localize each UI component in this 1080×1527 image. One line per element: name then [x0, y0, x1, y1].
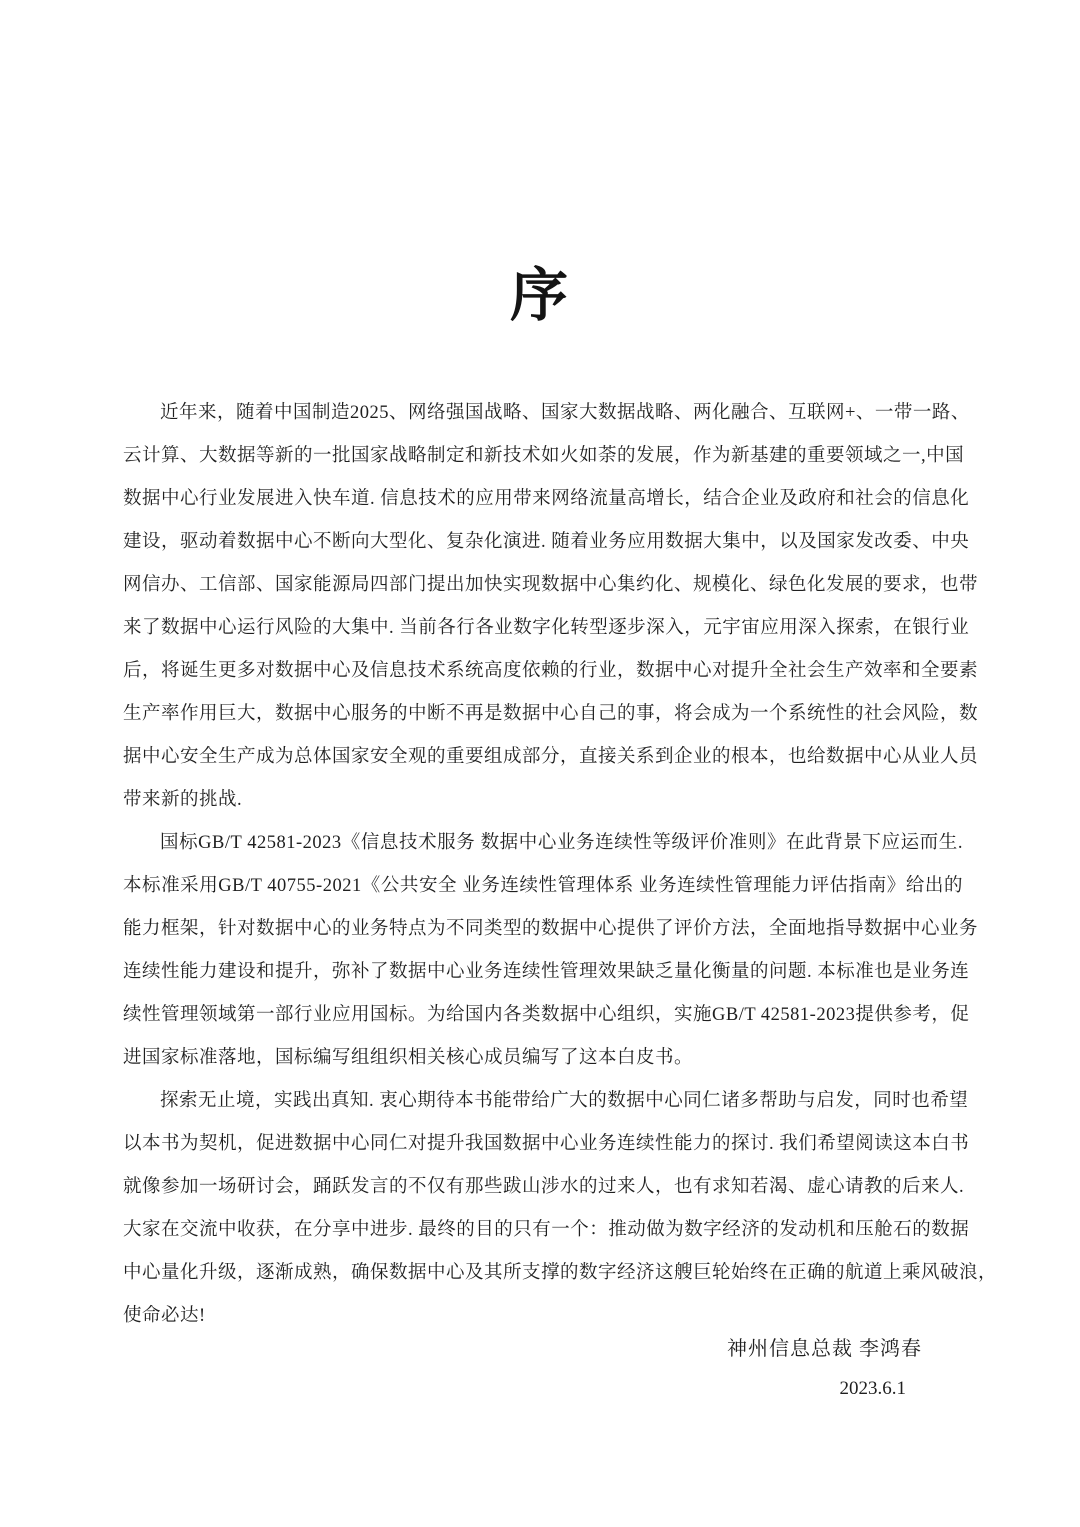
- text-line: 带来新的挑战.: [123, 790, 243, 810]
- text-line: 以本书为契机，促进数据中心同仁对提升我国数据中心业务连续性能力的探讨. 我们希望阅读这本白书: [123, 1134, 970, 1154]
- text-line: 续性管理领域第一部行业应用国标。为给国内各类数据中心组织，实施GB/T 42581-2023提供参考，促: [123, 1005, 970, 1025]
- text-line: 进国家标准落地，国标编写组组织相关核心成员编写了这本白皮书。: [123, 1048, 694, 1068]
- text-line: 据中心安全生产成为总体国家安全观的重要组成部分，直接关系到企业的根本，也给数据中心从业人员: [123, 747, 979, 767]
- paragraph-1: [123, 392, 979, 822]
- signature: 神州信息总裁 李鸿春: [727, 1338, 922, 1360]
- text-line: 近年来，随着中国制造2025、网络强国战略、国家大数据战略、两化融合、互联网+、一带一路、: [160, 403, 970, 423]
- text-line: 就像参加一场研讨会，踊跃发言的不仅有那些跋山涉水的过来人，也有求知若渴、虚心请教的后来人.: [123, 1177, 965, 1197]
- paragraph-3: [123, 1080, 998, 1338]
- paragraph-2: [123, 822, 979, 1080]
- text-line: 来了数据中心运行风险的大集中. 当前各行各业数字化转型逐步深入，元宇宙应用深入探索，在银行业: [123, 618, 970, 638]
- text-line: 云计算、大数据等新的一批国家战略制定和新技术如火如荼的发展，作为新基建的重要领域之一,中国: [123, 446, 965, 466]
- text-line: 后，将诞生更多对数据中心及信息技术系统高度依赖的行业，数据中心对提升全社会生产效率和全要素: [123, 661, 979, 681]
- text-line: 使命必达!: [123, 1306, 206, 1326]
- text-line: 建设，驱动着数据中心不断向大型化、复杂化演进. 随着业务应用数据大集中，以及国家发改委、中央: [123, 532, 970, 552]
- text-line: 本标准采用GB/T 40755-2021《公共安全 业务连续性管理体系 业务连续性管理能力评估指南》给出的: [123, 876, 963, 896]
- text-line: 探索无止境，实践出真知. 衷心期待本书能带给广大的数据中心同仁诸多帮助与启发，同时也希望: [160, 1091, 969, 1111]
- text-line: 生产率作用巨大，数据中心服务的中断不再是数据中心自己的事，将会成为一个系统性的社会风险，数: [123, 704, 979, 724]
- preface-body: [123, 392, 998, 1338]
- text-line: 国标GB/T 42581-2023《信息技术服务 数据中心业务连续性等级评价准则》在此背景下应运而生.: [160, 833, 963, 853]
- text-line: 数据中心行业发展进入快车道. 信息技术的应用带来网络流量高增长，结合企业及政府和社会的信息化: [123, 489, 970, 509]
- date: 2023.6.1: [839, 1378, 906, 1399]
- page-title: 序: [509, 263, 570, 328]
- text-line: 网信办、工信部、国家能源局四部门提出加快实现数据中心集约化、规模化、绿色化发展的要求，也带: [123, 575, 979, 595]
- text-line: 中心量化升级，逐渐成熟，确保数据中心及其所支撑的数字经济这艘巨轮始终在正确的航道上乘风破浪，: [123, 1263, 998, 1283]
- text-line: 连续性能力建设和提升，弥补了数据中心业务连续性管理效果缺乏量化衡量的问题. 本标准也是业务连: [123, 962, 970, 982]
- text-line: 能力框架，针对数据中心的业务特点为不同类型的数据中心提供了评价方法，全面地指导数据中心业务: [123, 919, 979, 939]
- text-line: 大家在交流中收获，在分享中进步. 最终的目的只有一个：推动做为数字经济的发动机和压舱石的数据: [123, 1220, 970, 1240]
